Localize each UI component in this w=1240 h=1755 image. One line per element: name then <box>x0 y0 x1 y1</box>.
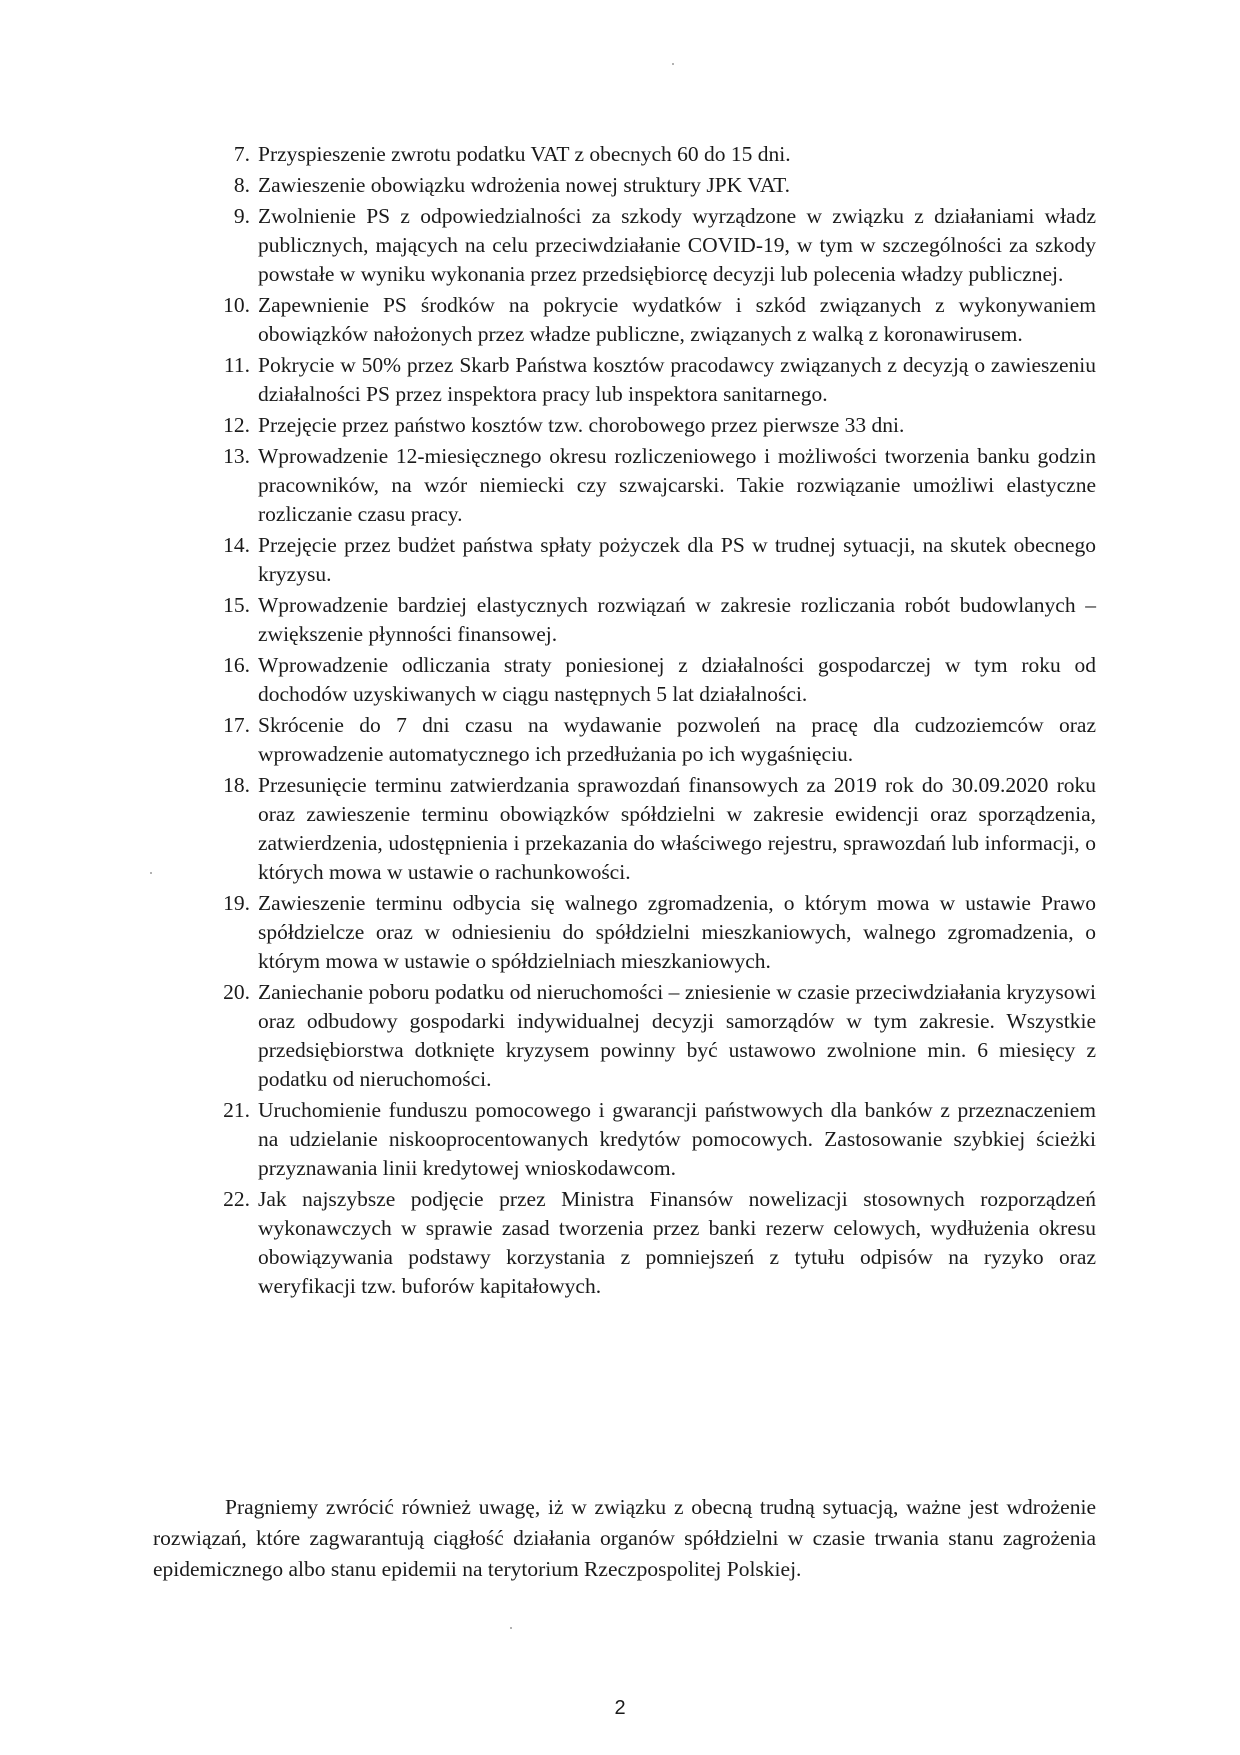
list-item-text: Zaniechanie poboru podatku od nieruchomości – zniesienie w czasie przeciwdziałania kryzysowi oraz odbudowy gospodarki indywidualnej decyzji samorządów w tym zakresie. Wszystkie przedsiębiorstwa dotknięte kryzysem powinny być ustawowo zwolnione min. 6 miesięcy z podatku od nieruchomości. <box>258 980 1096 1091</box>
list-item-number: 15. <box>223 593 250 617</box>
list-item <box>210 291 1096 349</box>
list-item <box>210 442 1096 529</box>
list-item <box>210 351 1096 409</box>
list-item-number: 9. <box>233 204 250 228</box>
list-item-text: Wprowadzenie odliczania straty poniesionej z działalności gospodarczej w tym roku od dochodów uzyskiwanych w ciągu następnych 5 lat działalności. <box>258 653 1096 706</box>
closing-paragraph: Pragniemy zwrócić również uwagę, iż w związku z obecną trudną sytuacją, ważne jest wdrożenie rozwiązań, które zagwarantują ciągłość działania organów spółdzielni w czasie trwania stanu zagrożenia epidemicznego albo stanu epidemii na terytorium Rzeczpospolitej Polskiej. <box>153 1495 1096 1581</box>
list-item-text: Wprowadzenie 12-miesięcznego okresu rozliczeniowego i możliwości tworzenia banku godzin pracowników, na wzór niemiecki czy szwajcarski. Takie rozwiązanie umożliwi elastyczne rozliczanie czasu pracy. <box>258 444 1096 526</box>
list-item-number: 10. <box>223 293 250 317</box>
list-item <box>210 1096 1096 1183</box>
list-item-text: Zapewnienie PS środków na pokrycie wydatków i szkód związanych z wykonywaniem obowiązków nałożonych przez władze publiczne, związanych z walką z koronawirusem. <box>258 293 1096 346</box>
list-item <box>210 711 1096 769</box>
list-item <box>210 531 1096 589</box>
list-item-text: Zawieszenie obowiązku wdrożenia nowej struktury JPK VAT. <box>258 173 791 197</box>
list-item-text: Wprowadzenie bardziej elastycznych rozwiązań w zakresie rozliczania robót budowlanych – zwiększenie płynności finansowej. <box>258 593 1096 646</box>
list-item-number: 13. <box>223 444 250 468</box>
list-item <box>210 889 1096 976</box>
list-item-number: 8. <box>233 173 250 197</box>
list-item-text: Przejęcie przez budżet państwa spłaty pożyczek dla PS w trudnej sytuacji, na skutek obecnego kryzysu. <box>258 533 1096 586</box>
page-number: 2 <box>614 1697 626 1719</box>
list-item-number: 22. <box>223 1187 250 1211</box>
list-item <box>210 978 1096 1094</box>
list-item-text: Zwolnienie PS z odpowiedzialności za szkody wyrządzone w związku z działaniami władz publicznych, mających na celu przeciwdziałanie COVID-19, w tym w szczególności za szkody powstałe w wyniku wykonania przez przedsiębiorcę decyzji lub polecenia władzy publicznej. <box>258 204 1096 286</box>
list-item <box>210 411 1096 440</box>
list-item-text: Przejęcie przez państwo kosztów tzw. chorobowego przez pierwsze 33 dni. <box>258 413 905 437</box>
list-item-number: 20. <box>223 980 250 1004</box>
list-item-text: Jak najszybsze podjęcie przez Ministra Finansów nowelizacji stosownych rozporządzeń wykonawczych w sprawie zasad tworzenia przez banki rezerw celowych, wydłużenia okresu obowiązywania podstawy korzystania z pomniejszeń z tytułu odpisów na ryzyko oraz weryfikacji tzw. buforów kapitałowych. <box>258 1187 1096 1298</box>
list-item <box>210 1185 1096 1301</box>
list-item-number: 21. <box>223 1098 250 1122</box>
list-item-number: 18. <box>223 773 250 797</box>
list-item-text: Pokrycie w 50% przez Skarb Państwa kosztów pracodawcy związanych z decyzją o zawieszeniu działalności PS przez inspektora pracy lub inspektora sanitarnego. <box>258 353 1096 406</box>
list-item <box>210 651 1096 709</box>
list-item-text: Zawieszenie terminu odbycia się walnego zgromadzenia, o którym mowa w ustawie Prawo spółdzielcze oraz w odniesieniu do spółdzielni mieszkaniowych, walnego zgromadzenia, o którym mowa w ustawie o spółdzielniach mieszkaniowych. <box>258 891 1096 973</box>
scan-speck <box>510 1627 512 1629</box>
list-item-number: 12. <box>223 413 250 437</box>
list-item-number: 16. <box>223 653 250 677</box>
scan-speck <box>150 872 152 874</box>
list-item <box>210 771 1096 887</box>
list-item-text: Przyspieszenie zwrotu podatku VAT z obecnych 60 do 15 dni. <box>258 142 791 166</box>
list-item <box>210 140 1096 169</box>
list-item <box>210 202 1096 289</box>
list-item-text: Przesunięcie terminu zatwierdzania sprawozdań finansowych za 2019 rok do 30.09.2020 roku oraz zawieszenie terminu obowiązków spółdzielni w zakresie ewidencji oraz sporządzenia, zatwierdzenia, udostępnienia i przekazania do właściwego rejestru, sprawozdań lub informacji, o których mowa w ustawie o rachunkowości. <box>258 773 1096 884</box>
list-item <box>210 591 1096 649</box>
list-item <box>210 171 1096 200</box>
list-item-text: Uruchomienie funduszu pomocowego i gwarancji państwowych dla banków z przeznaczeniem na udzielanie niskooprocentowanych kredytów pomocowych. Zastosowanie szybkiej ścieżki przyznawania linii kredytowej wnioskodawcom. <box>258 1098 1096 1180</box>
list-item-number: 7. <box>233 142 250 166</box>
demands-list <box>210 140 1096 1303</box>
list-item-number: 14. <box>223 533 250 557</box>
list-item-text: Skrócenie do 7 dni czasu na wydawanie pozwoleń na pracę dla cudzoziemców oraz wprowadzenie automatycznego ich przedłużania po ich wygaśnięciu. <box>258 713 1096 766</box>
scan-speck <box>672 63 674 65</box>
list-item-number: 19. <box>223 891 250 915</box>
list-item-number: 11. <box>223 353 250 377</box>
list-item-number: 17. <box>223 713 250 737</box>
